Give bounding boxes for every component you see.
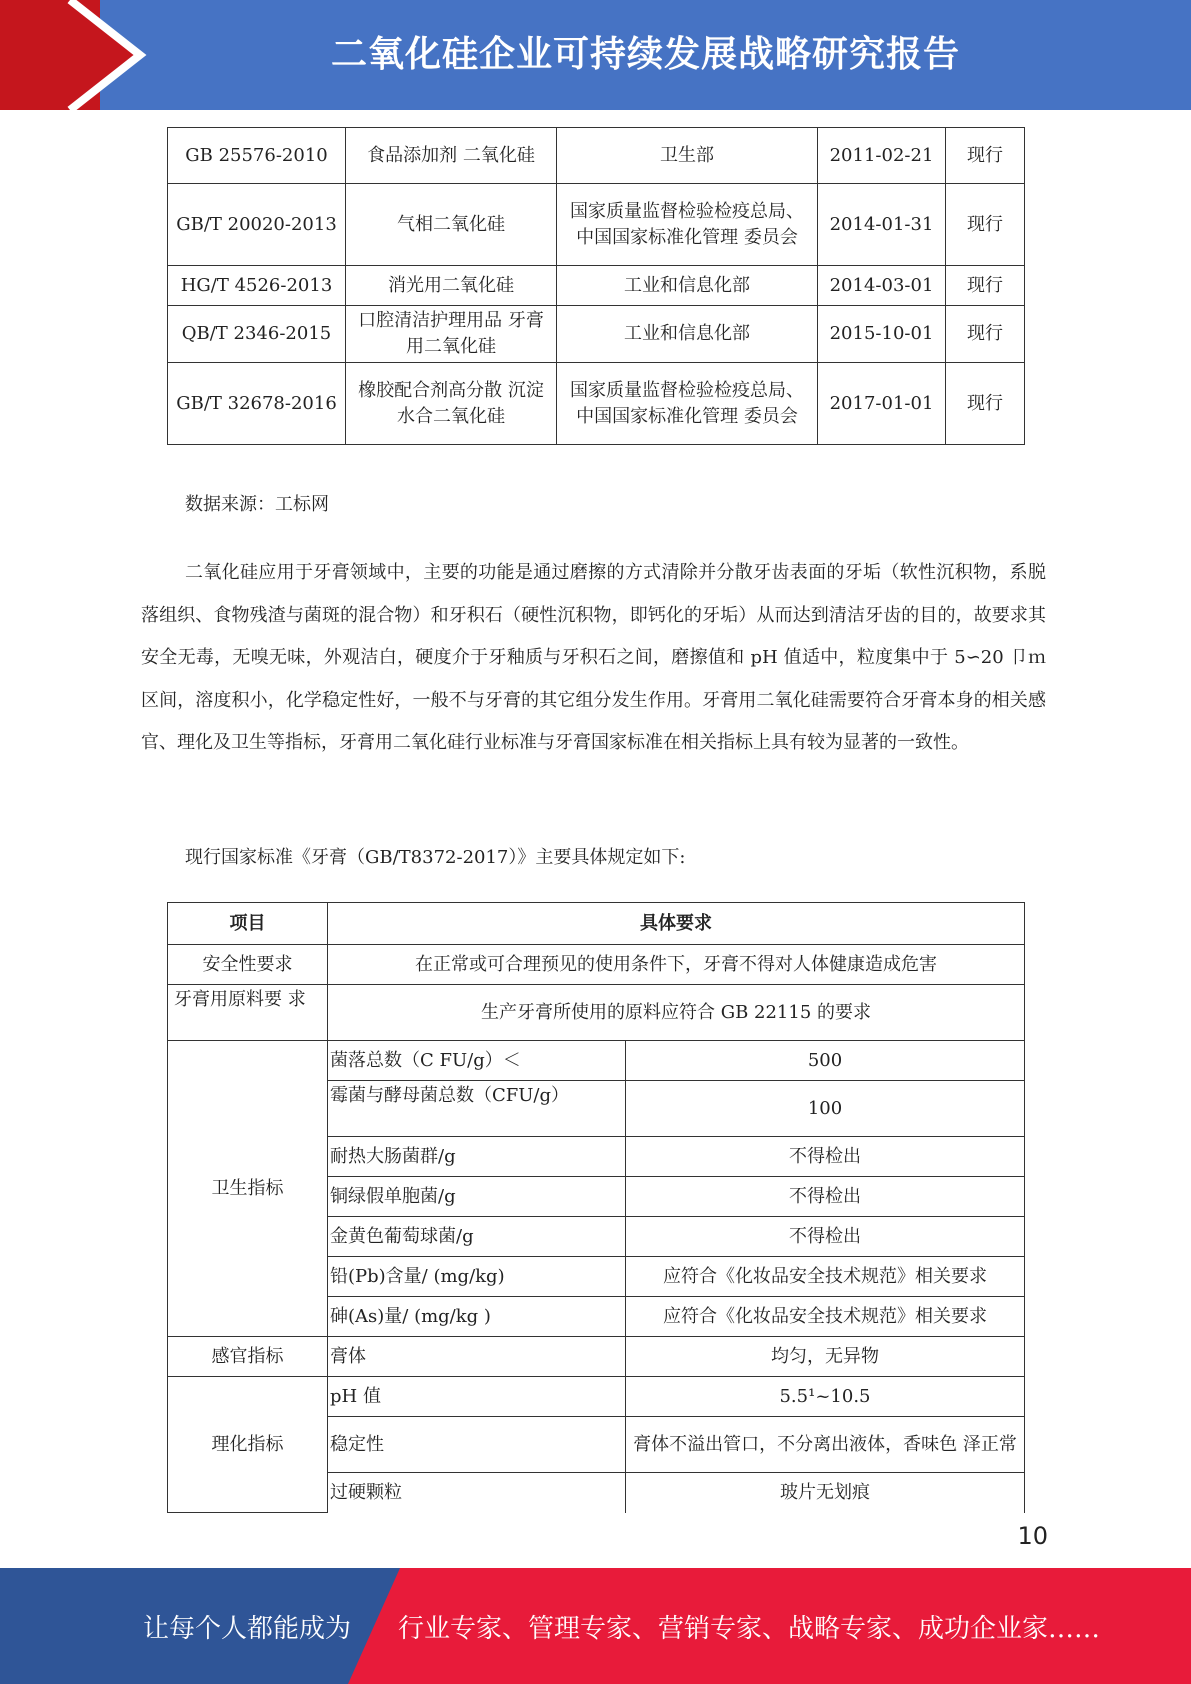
table-row [168, 363, 1025, 445]
page-number: 10 [1017, 1522, 1048, 1550]
table-row [168, 1337, 1025, 1377]
standard-status: 现行 [946, 266, 1025, 306]
standard-date: 2014-03-01 [818, 266, 946, 306]
standard-name: 橡胶配合剂高分散 沉淀水合二氧化硅 [346, 363, 557, 445]
group-label-sensory: 感官指标 [168, 1337, 328, 1377]
page-header [0, 0, 1191, 110]
table-row [168, 945, 1025, 985]
table-row [168, 985, 1025, 1041]
indicator-name: 过硬颗粒 [328, 1473, 626, 1513]
indicator-name: pH 值 [328, 1377, 626, 1417]
footer-slogan-right: 行业专家、管理专家、营销专家、战略专家、成功企业家…… [398, 1614, 1101, 1644]
table-row [168, 266, 1025, 306]
indicator-value: 不得检出 [626, 1177, 1025, 1217]
column-header-requirement: 具体要求 [328, 903, 1025, 945]
data-source-note: 数据来源：工标网 [185, 494, 329, 515]
row-value: 生产牙膏所使用的原料应符合 GB 22115 的要求 [328, 985, 1025, 1041]
table-row [168, 128, 1025, 184]
group-label-hygiene: 卫生指标 [168, 1041, 328, 1337]
page-footer [0, 1568, 1191, 1684]
standard-intro: 现行国家标准《牙膏（GB/T8372-2017）》主要具体规定如下: [185, 847, 686, 868]
standards-table [167, 127, 1025, 445]
standard-name: 食品添加剂 二氧化硅 [346, 128, 557, 184]
table-header-row [168, 903, 1025, 945]
standard-date: 2017-01-01 [818, 363, 946, 445]
row-value: 在正常或可合理预见的使用条件下，牙膏不得对人体健康造成危害 [328, 945, 1025, 985]
standard-name: 气相二氧化硅 [346, 184, 557, 266]
indicator-value: 不得检出 [626, 1137, 1025, 1177]
indicator-value: 500 [626, 1041, 1025, 1081]
indicator-name: 耐热大肠菌群/g [328, 1137, 626, 1177]
indicator-name: 铅(Pb)含量/ (mg/kg) [328, 1257, 626, 1297]
chevron-right-icon [0, 0, 160, 110]
standard-status: 现行 [946, 363, 1025, 445]
standard-date: 2015-10-01 [818, 306, 946, 363]
standard-issuer: 工业和信息化部 [557, 306, 818, 363]
column-header-item: 项目 [168, 903, 328, 945]
row-label: 安全性要求 [168, 945, 328, 985]
standard-status: 现行 [946, 184, 1025, 266]
header-red-arrow [0, 0, 100, 110]
indicator-name: 菌落总数（C FU/g）＜ [328, 1041, 626, 1081]
standard-status: 现行 [946, 306, 1025, 363]
standard-status: 现行 [946, 128, 1025, 184]
table-row [168, 306, 1025, 363]
indicator-value: 100 [626, 1081, 1025, 1137]
indicator-value: 玻片无划痕 [626, 1473, 1025, 1513]
standard-issuer: 国家质量监督检验检疫总局、中国国家标准化管理 委员会 [557, 184, 818, 266]
standard-issuer: 工业和信息化部 [557, 266, 818, 306]
indicator-name: 膏体 [328, 1337, 626, 1377]
row-label: 牙膏用原料要 求 [168, 985, 328, 1041]
indicator-value: 应符合《化妆品安全技术规范》相关要求 [626, 1257, 1025, 1297]
body-paragraph: 二氧化硅应用于牙膏领域中，主要的功能是通过磨擦的方式清除并分散牙齿表面的牙垢（软性沉积物，系脱落组织、食物残渣与菌斑的混合物）和牙积石（硬性沉积物，即钙化的牙垢）从而达到清洁牙齿的目的，故要求其安全无毒，无嗅无味，外观洁白，硬度介于牙釉质与牙积石之间，磨擦值和 pH 值适中，粒度集中于 5∽20 卩ｍ区间，溶度积小，化学稳定性好，一般不与牙膏的其它组分发生作用。牙膏用二氧化硅需要符合牙膏本身的相关感官、理化及卫生等指标，牙膏用二氧化硅行业标准与牙膏国家标准在相关指标上具有较为显著的一致性。 [141, 562, 1046, 754]
standard-name: 口腔清洁护理用品 牙膏用二氧化硅 [346, 306, 557, 363]
standard-name: 消光用二氧化硅 [346, 266, 557, 306]
indicator-name: 金黄色葡萄球菌/g [328, 1217, 626, 1257]
standard-code: HG/T 4526-2013 [168, 266, 346, 306]
indicator-name: 砷(As)量/ (mg/kg ) [328, 1297, 626, 1337]
table-row [168, 1041, 1025, 1081]
indicator-name: 稳定性 [328, 1417, 626, 1473]
standard-code: GB 25576-2010 [168, 128, 346, 184]
standard-issuer: 国家质量监督检验检疫总局、中国国家标准化管理 委员会 [557, 363, 818, 445]
table-row [168, 184, 1025, 266]
standard-date: 2011-02-21 [818, 128, 946, 184]
footer-slogan-left: 让每个人都能成为 [143, 1614, 352, 1644]
report-title: 二氧化硅企业可持续发展战略研究报告 [330, 34, 960, 75]
indicator-value: 膏体不溢出管口，不分离出液体，香味色 泽正常 [626, 1417, 1025, 1473]
indicator-value: 应符合《化妆品安全技术规范》相关要求 [626, 1297, 1025, 1337]
indicator-value: 5.5¹~10.5 [626, 1377, 1025, 1417]
standard-date: 2014-01-31 [818, 184, 946, 266]
indicator-name: 霉菌与酵母菌总数（CFU/g） [328, 1081, 626, 1137]
toothpaste-standard-table [167, 902, 1025, 1513]
standard-code: QB/T 2346-2015 [168, 306, 346, 363]
standard-issuer: 卫生部 [557, 128, 818, 184]
standard-code: GB/T 20020-2013 [168, 184, 346, 266]
indicator-value: 均匀，无异物 [626, 1337, 1025, 1377]
group-label-physchem: 理化指标 [168, 1377, 328, 1513]
indicator-value: 不得检出 [626, 1217, 1025, 1257]
standard-code: GB/T 32678-2016 [168, 363, 346, 445]
indicator-name: 铜绿假单胞菌/g [328, 1177, 626, 1217]
table-row [168, 1377, 1025, 1417]
